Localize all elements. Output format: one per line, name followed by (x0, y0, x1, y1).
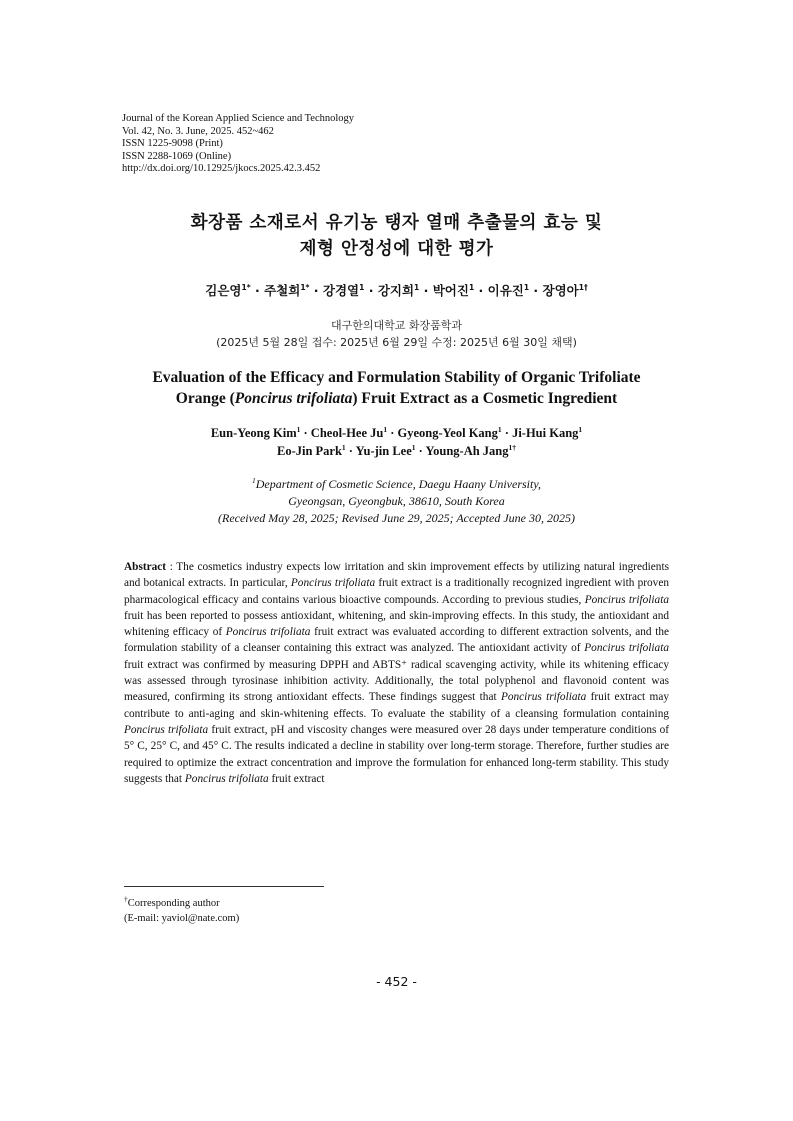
author-name: 김은영 (205, 283, 242, 298)
abstract-text: The cosmetics industry expects low irritation and skin improvement effects by utilizing natural ingredients and botanical extracts. In particular, (124, 561, 669, 590)
abstract-text: fruit extract was evaluated according to different extraction solvents, and the formulation stability of a cleanser containing this extract was analyzed. The antioxidant activity of (124, 626, 669, 655)
english-dates: (Received May 28, 2025; Revised June 29, 2025; Accepted June 30, 2025) (218, 511, 575, 525)
page-number: - 452 - (376, 974, 417, 989)
english-title (0, 367, 793, 409)
korean-authors (0, 281, 793, 299)
author-affiliation-mark: 1 (383, 424, 388, 434)
species-name: Poncirus trifoliata (290, 577, 376, 590)
author-name: 이유진 (487, 283, 524, 298)
dagger-mark: † (124, 894, 128, 904)
author-name: 장영아 (542, 283, 579, 298)
author-affiliation-mark: 1† (578, 282, 588, 292)
author-separator: · (309, 283, 323, 298)
author-name: 강지희 (377, 283, 415, 298)
author-separator: · (529, 283, 543, 298)
korean-affiliation: 대구한의대학교 화장품학과 (330, 319, 462, 332)
species-name: Poncirus trifoliata (584, 642, 669, 655)
author-affiliation-mark: 1 (497, 424, 502, 434)
abstract-text: fruit extract, pH and viscosity changes were measured over 28 days under temperature conditions of 5° C, 25° C, and 45° C. The results indicated a decline in stability over long-term storage. Therefore, further studies are required to optimize the extract concentration and improve the formulation for enhanced long-term stability. This study suggests that (124, 723, 669, 785)
author-affiliation-mark: 1 (523, 282, 530, 292)
author-affiliation-mark: 1* (300, 282, 310, 292)
korean-dates: (2025년 5월 28일 접수: 2025년 6월 29일 수정: 2025년 6월 30일 채택) (216, 336, 577, 349)
abstract-text: fruit extract may contribute to anti-aging and skin-whitening effects. To evaluate the stability of a cleansing formulation containing (124, 691, 669, 720)
species-name: Poncirus trifoliata (500, 691, 587, 704)
author-separator: · (364, 283, 378, 298)
author-separator: · (300, 426, 311, 440)
species-name: Poncirus trifoliata (225, 626, 311, 639)
author-affiliation-mark: 1 (578, 424, 583, 434)
korean-title (0, 210, 793, 262)
footnote (124, 896, 239, 926)
author-name: Eo-Jin Park (276, 444, 342, 458)
english-authors (0, 424, 793, 460)
author-name: Cheol-Hee Ju (310, 426, 384, 440)
author-affiliation-mark: 1 (468, 282, 475, 292)
korean-title-line-1: 화장품 소재로서 유기농 탱자 열매 추출물의 효능 및 (190, 213, 603, 233)
english-affiliation-block (0, 476, 793, 527)
author-name: 강경열 (322, 283, 360, 298)
abstract (124, 559, 669, 787)
author-affiliation-mark: 1 (341, 442, 346, 452)
author-affiliation-mark: 1* (241, 282, 251, 292)
abstract-text: fruit extract is a traditionally recognized ingredient with proven pharmacological efficacy and contains various bioactive compounds. According to previous studies, (124, 577, 669, 606)
author-separator: · (415, 444, 426, 458)
abstract-text: fruit extract (268, 772, 325, 785)
title-post: ) Fruit Extract as a Cosmetic Ingredient (352, 390, 618, 407)
corresponding-author: †Corresponding author (124, 894, 220, 909)
author-name: 주철희 (264, 283, 301, 298)
abstract-label: Abstract (124, 561, 167, 573)
author-name: Gyeong-Yeol Kang (397, 426, 498, 440)
species-name: Poncirus trifoliata (184, 772, 269, 785)
author-separator: · (387, 426, 398, 440)
issn-print: ISSN 1225-9098 (Print) (122, 138, 223, 149)
english-authors-line-1 (0, 424, 793, 442)
species-name: Poncirus trifoliata (234, 390, 353, 407)
issn-online: ISSN 2288-1069 (Online) (122, 150, 232, 162)
author-name: Yu-jin Lee (355, 444, 412, 458)
author-affiliation-mark: 1 (411, 442, 416, 452)
title-pre: Orange ( (175, 390, 235, 407)
author-affiliation-mark: 1 (359, 282, 365, 292)
journal-header (122, 113, 354, 176)
doi-link[interactable]: http://dx.doi.org/10.12925/jkocs.2025.42.3.452 (122, 163, 321, 174)
author-separator: · (250, 283, 265, 298)
english-authors-line-2 (0, 442, 793, 460)
abstract-body (124, 561, 669, 785)
affiliation-marker: 1 (251, 476, 256, 485)
abstract-text: fruit extract was confirmed by measuring DPPH and ABTS⁺ radical scavenging activity, while its whitening efficacy was assessed through tyrosinase inhibition activity. Additionally, the total polyphenol and flavonoid content was measured, confirming its strong antioxidant effects. These findings suggest that (124, 658, 669, 704)
korean-title-line-2: 제형 안정성에 대한 평가 (299, 239, 494, 259)
journal-volume: Vol. 42, No. 3. June, 2025. 452~462 (122, 125, 274, 137)
author-affiliation-mark: 1 (414, 282, 420, 292)
abstract-separator: : (166, 561, 177, 573)
english-affiliation-line-1: $^1$Department of Cosmetic Science, Daegu Haany University, (251, 476, 541, 491)
english-title-line-2 (0, 388, 793, 409)
author-name: Ji-Hui Kang (512, 426, 579, 440)
author-separator: · (474, 283, 488, 298)
author-name: Young-Ah Jang (425, 444, 509, 458)
species-name: Poncirus trifoliata (124, 723, 209, 736)
english-title-line-1: Evaluation of the Efficacy and Formulation Stability of Organic Trifoliate (152, 369, 641, 386)
footnote-divider (124, 886, 324, 887)
author-name: 박어진 (432, 283, 469, 298)
author-name: Eun-Yeong Kim (210, 426, 297, 440)
abstract-text: fruit has been reported to possess antioxidant, whitening, and skin-improving effects. In this study, the antioxidant and whitening efficacy of (124, 609, 669, 639)
journal-name: Journal of the Korean Applied Science and Technology (122, 113, 355, 124)
english-affiliation-line-2: Gyeongsan, Gyeongbuk, 38610, South Korea (288, 494, 505, 508)
korean-affiliation-block (0, 317, 793, 351)
species-name: Poncirus trifoliata (584, 593, 669, 606)
author-separator: · (419, 283, 433, 298)
corresponding-email[interactable]: (E-mail: yaviol@nate.com) (124, 913, 240, 924)
author-affiliation-mark: 1 (296, 424, 301, 434)
author-separator: · (345, 444, 356, 458)
author-separator: · (501, 426, 513, 440)
author-affiliation-mark: 1† (508, 442, 517, 452)
